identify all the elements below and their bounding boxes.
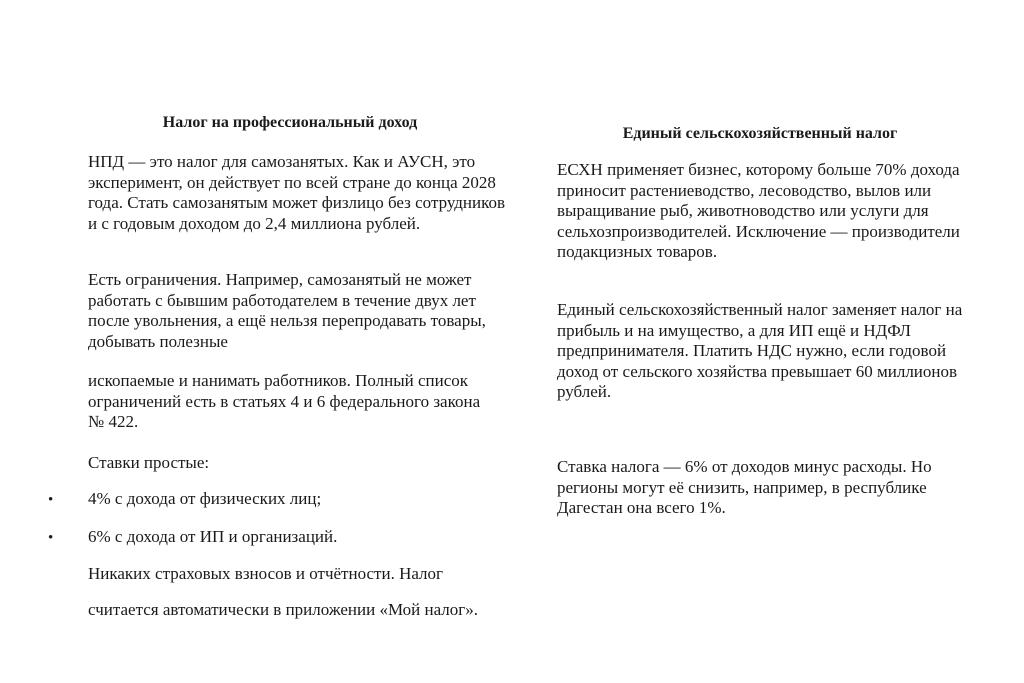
npd-no-reporting: Никаких страховых взносов и отчётности. Налог [88, 564, 443, 583]
eshn-replacement-paragraph: Единый сельскохозяйственный налог заменяет налог на прибыль и на имущество, а для ИП ещё и НДФЛ предпринимателя. Платить НДС нужно, если годовой доход от сельского хозяйства превышает 60 миллионов рублей. [557, 300, 963, 401]
bullet-2: • [48, 530, 54, 546]
npd-app-note: считается автоматически в приложении «Мой налог». [88, 600, 478, 619]
npd-intro-paragraph: НПД — это налог для самозанятых. Как и АУСН, это эксперимент, он действует по всей стране до конца 2028 года. Стать самозанятым может физлицо без сотрудников и с годовым доходом до 2,4 миллиона рублей. [88, 152, 506, 233]
npd-rate-individuals: 4% с дохода от физических лиц; [88, 489, 322, 508]
eshn-rate-paragraph: Ставка налога — 6% от доходов минус расходы. Но регионы могут её снизить, например, в республике Дагестан она всего 1%. [557, 457, 932, 517]
eshn-intro-paragraph: ЕСХН применяет бизнес, которому больше 70% дохода приносит растениеводство, лесоводство, вылов или выращивание рыб, животноводство или услуги для сельхозпроизводителей. Исключение — производители подакцизных товаров. [557, 160, 960, 261]
eshn-title: Единый сельскохозяйственный налог [622, 125, 898, 142]
bullet-1: • [48, 492, 54, 508]
npd-rate-organizations: 6% с дохода от ИП и организаций. [88, 527, 338, 546]
npd-restrictions-continued: ископаемые и нанимать работников. Полный список ограничений есть в статьях 4 и 6 федерального закона № 422. [88, 371, 481, 431]
npd-restrictions-paragraph: Есть ограничения. Например, самозанятый не может работать с бывшим работодателем в течение двух лет после увольнения, а ещё нельзя перепродавать товары, добывать полезные [88, 270, 486, 351]
npd-title: Налог на профессиональный доход [162, 114, 418, 131]
npd-rates-intro: Ставки простые: [88, 453, 210, 472]
